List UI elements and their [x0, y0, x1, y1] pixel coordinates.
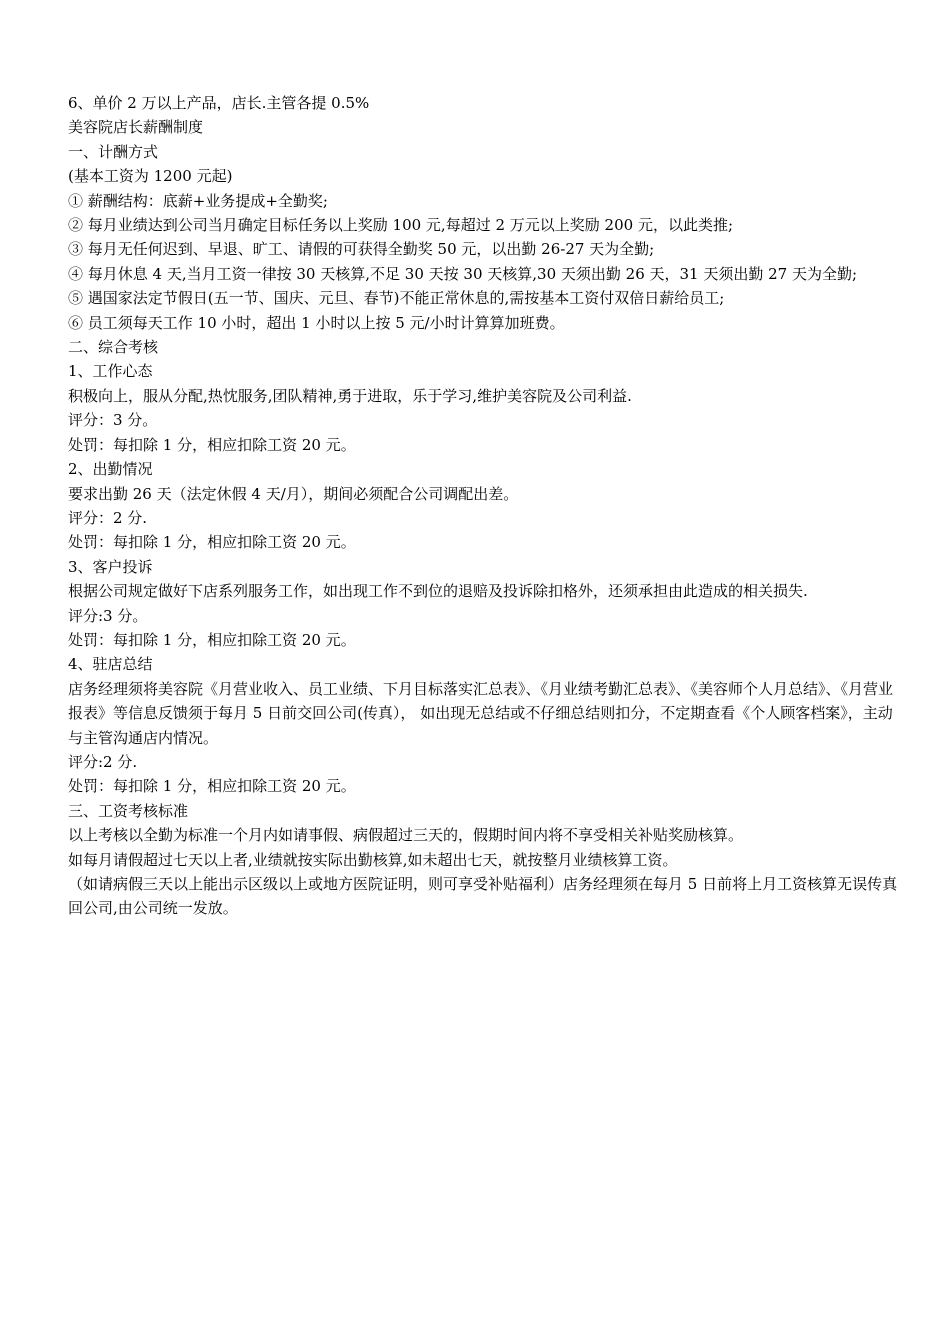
- score-line: 评分:3 分。: [68, 606, 148, 625]
- bonus-note: 6、单价 2 万以上产品，店长.主管各提 0.5%: [68, 94, 370, 112]
- salary-standard-paragraph: （如请病假三天以上能出示区级以上或地方医院证明，则可享受补贴福利）店务经理须在每月 5 日前将上月工资核算无误传真回公司,由公司统一发放。: [68, 875, 898, 918]
- pay-rule-item: ③ 每月无任何迟到、早退、旷工、请假的可获得全勤奖 50 元，以出勤 26-27 天为全勤;: [68, 240, 655, 259]
- subsection-heading-complaints: 3、客户投诉: [68, 557, 153, 576]
- score-line: 评分：2 分.: [68, 508, 148, 527]
- pay-rule-item: ④ 每月休息 4 天,当月工资一律按 30 天核算,不足 30 天按 30 天核算,30 天须出勤 26 天，31 天须出勤 27 天为全勤;: [68, 264, 858, 283]
- pay-rule-item: ① 薪酬结构：底薪+业务提成+全勤奖;: [68, 191, 328, 210]
- salary-standard-paragraph: 以上考核以全勤为标准一个月内如请事假、病假超过三天的，假期时间内将不享受相关补贴奖励核算。: [68, 826, 744, 845]
- pay-rule-item: ② 每月业绩达到公司当月确定目标任务以上奖励 100 元,每超过 2 万元以上奖励 200 元，以此类推;: [68, 216, 734, 235]
- subsection-heading-attendance: 2、出勤情况: [68, 460, 153, 479]
- pay-rule-item: ⑥ 员工须每天工作 10 小时，超出 1 小时以上按 5 元/小时计算算加班费。: [68, 313, 565, 332]
- section-heading-pay-method: 一、计酬方式: [68, 142, 159, 161]
- store-summary-description: 店务经理须将美容院《月营业收入、员工业绩、下月目标落实汇总表》、《月业绩考勤汇总表》、《美容师个人月总结》、《月营业报表》等信息反馈须于每月 5 日前交回公司(传真）， 如出现无总结或不仔细总结则扣分，不定期查看《个人顾客档案》，主动与主管沟通店内情况。: [68, 679, 894, 747]
- penalty-line: 处罚：每扣除 1 分，相应扣除工资 20 元。: [68, 435, 356, 454]
- subsection-heading-store-summary: 4、驻店总结: [68, 655, 153, 674]
- subsection-heading-attitude: 1、工作心态: [68, 362, 153, 381]
- score-line: 评分：3 分。: [68, 411, 158, 430]
- document-body: [68, 91, 898, 921]
- attitude-description: 积极向上，服从分配,热忱服务,团队精神,勇于进取，乐于学习,维护美容院及公司利益.: [68, 386, 632, 405]
- base-salary-note: (基本工资为 1200 元起): [68, 167, 233, 186]
- document-title: 美容院店长薪酬制度: [68, 118, 204, 137]
- attendance-description: 要求出勤 26 天（法定休假 4 天/月），期间必须配合公司调配出差。: [68, 484, 519, 503]
- penalty-line: 处罚：每扣除 1 分，相应扣除工资 20 元。: [68, 533, 356, 552]
- penalty-line: 处罚：每扣除 1 分，相应扣除工资 20 元。: [68, 630, 356, 649]
- pay-rule-item: ⑤ 遇国家法定节假日(五一节、国庆、元旦、春节)不能正常休息的,需按基本工资付双倍日薪给员工;: [68, 289, 725, 308]
- section-heading-assessment: 二、综合考核: [68, 338, 159, 357]
- score-line: 评分:2 分.: [68, 752, 138, 771]
- penalty-line: 处罚：每扣除 1 分，相应扣除工资 20 元。: [68, 777, 356, 796]
- complaints-description: 根据公司规定做好下店系列服务工作，如出现工作不到位的退赔及投诉除扣格外，还须承担由此造成的相关损失.: [68, 582, 808, 601]
- section-heading-salary-standard: 三、工资考核标准: [68, 801, 189, 820]
- salary-standard-paragraph: 如每月请假超过七天以上者,业绩就按实际出勤核算,如未超出七天，就按整月业绩核算工资。: [68, 850, 678, 869]
